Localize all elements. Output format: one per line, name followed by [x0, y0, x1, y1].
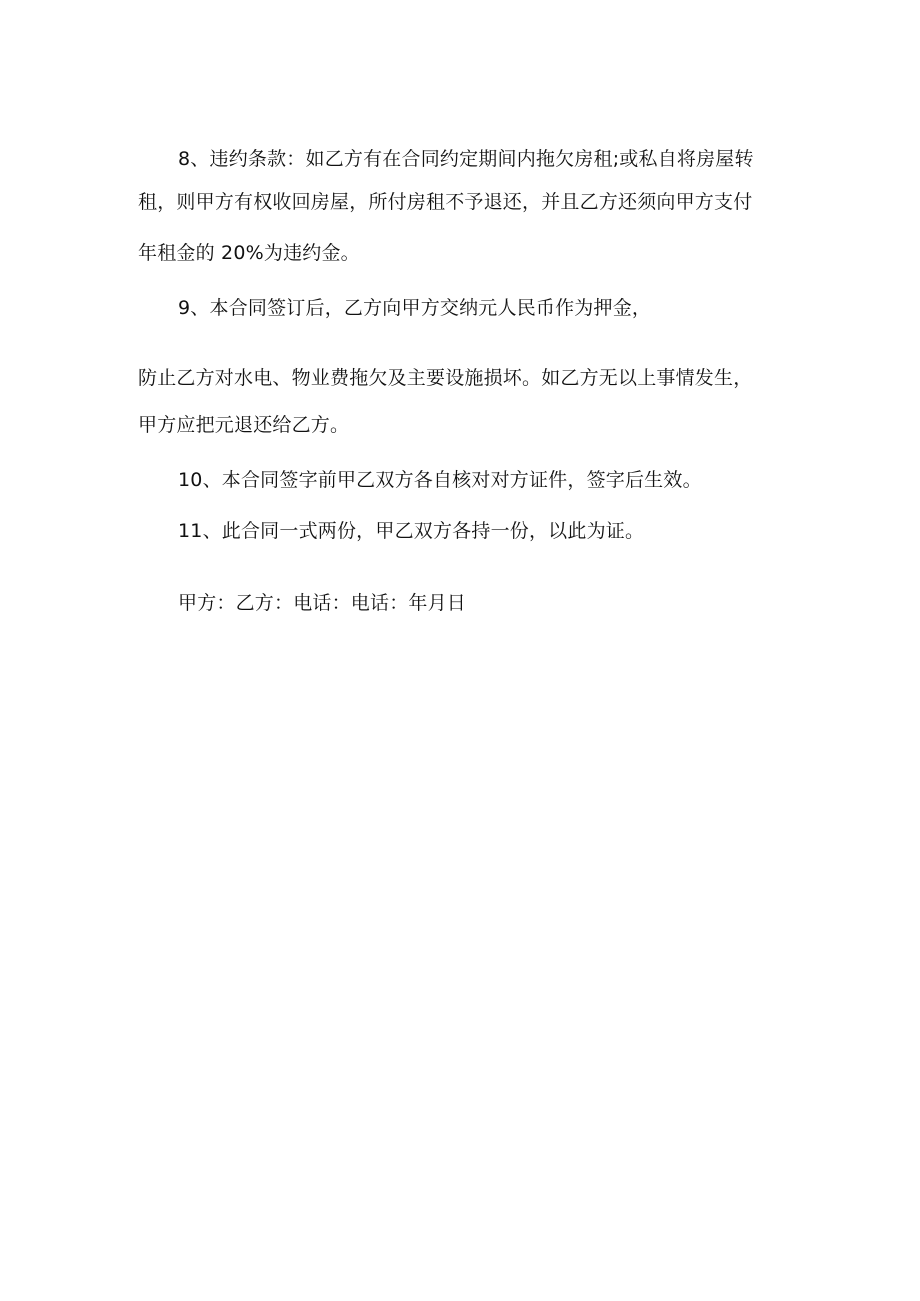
- clause-8-line-3: 年租金的 20%为违约金。: [138, 242, 360, 264]
- clause-10-line-1: 10、本合同签字前甲乙双方各自核对对方证件，签字后生效。: [178, 469, 702, 491]
- clause-11-line-1: 11、此合同一式两份，甲乙双方各持一份，以此为证。: [178, 520, 645, 542]
- clause-9-line-1: 9、本合同签订后，乙方向甲方交纳元人民币作为押金，: [178, 297, 652, 319]
- clause-8-line-1: 8、违约条款：如乙方有在合同约定期间内拖欠房租;或私自将房屋转: [178, 148, 754, 170]
- clause-8-line-2: 租，则甲方有权收回房屋，所付房租不予退还，并且乙方还须向甲方支付: [138, 191, 753, 213]
- clause-9-line-2: 防止乙方对水电、物业费拖欠及主要设施损坏。如乙方无以上事情发生，: [138, 367, 753, 389]
- signature-line: 甲方：乙方：电话：电话：年月日: [178, 592, 467, 614]
- clause-9-line-3: 甲方应把元退还给乙方。: [138, 414, 350, 436]
